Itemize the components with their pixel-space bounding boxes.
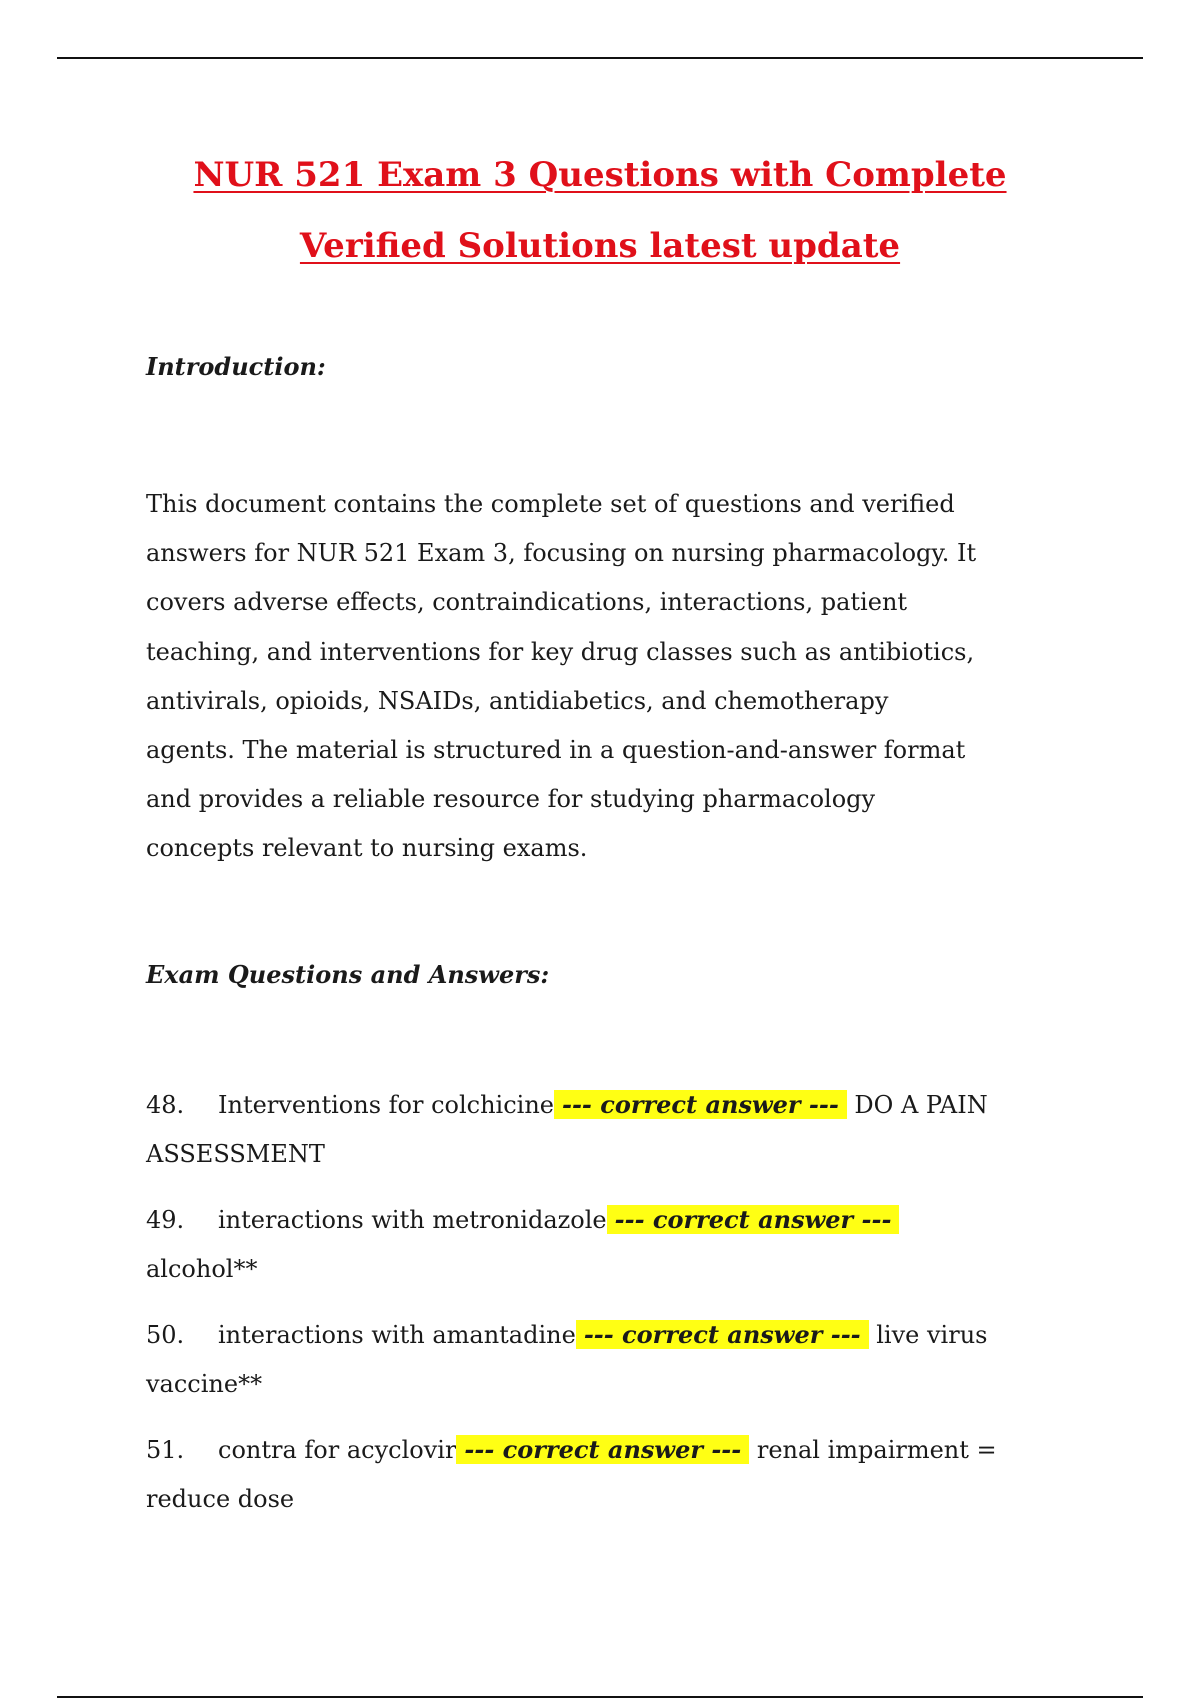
intro-line: and provides a reliable resource for studying pharmacology bbox=[146, 785, 876, 814]
question-item-49 bbox=[146, 1195, 1076, 1294]
question-item-48 bbox=[146, 1080, 1076, 1179]
question-number: 50. bbox=[146, 1321, 185, 1349]
title-line-2: Verified Solutions latest update bbox=[299, 226, 901, 266]
question-item-50 bbox=[146, 1310, 1076, 1409]
introduction-heading: Introduction: bbox=[146, 352, 326, 381]
top-rule bbox=[57, 57, 1143, 59]
intro-line: agents. The material is structured in a question-and-answer format bbox=[146, 736, 966, 765]
question-text: Interventions for colchicine bbox=[218, 1091, 554, 1119]
question-line bbox=[146, 1195, 1076, 1245]
intro-line: answers for NUR 521 Exam 3, focusing on nursing pharmacology. It bbox=[146, 539, 977, 568]
intro-line: teaching, and interventions for key drug classes such as antibiotics, bbox=[146, 637, 975, 666]
correct-answer-marker: --- correct answer --- bbox=[607, 1205, 900, 1234]
question-number: 48. bbox=[146, 1091, 185, 1119]
title-line-1: NUR 521 Exam 3 Questions with Complete bbox=[193, 155, 1007, 195]
answer-continuation: alcohol** bbox=[146, 1255, 258, 1283]
intro-line: antivirals, opioids, NSAIDs, antidiabetics, and chemotherapy bbox=[146, 686, 889, 715]
correct-answer-marker: --- correct answer --- bbox=[576, 1320, 869, 1349]
intro-line: This document contains the complete set of questions and verified bbox=[146, 490, 955, 518]
intro-line: covers adverse effects, contraindications, interactions, patient bbox=[146, 588, 908, 617]
question-line bbox=[146, 1080, 1076, 1130]
answer-continuation: vaccine** bbox=[146, 1370, 263, 1398]
introduction-paragraph bbox=[146, 480, 1076, 874]
answer-text: renal impairment = bbox=[749, 1436, 997, 1464]
intro-line: concepts relevant to nursing exams. bbox=[146, 834, 588, 863]
answer-continuation: ASSESSMENT bbox=[146, 1140, 325, 1168]
question-text: contra for acyclovir bbox=[218, 1436, 457, 1464]
document-title bbox=[100, 140, 1100, 282]
question-number: 49. bbox=[146, 1206, 185, 1234]
question-item-51 bbox=[146, 1425, 1076, 1524]
question-text: interactions with metronidazole bbox=[218, 1206, 607, 1234]
answer-text: DO A PAIN bbox=[846, 1091, 988, 1119]
question-text: interactions with amantadine bbox=[218, 1321, 576, 1349]
answer-text: live virus bbox=[868, 1321, 988, 1349]
question-line bbox=[146, 1310, 1076, 1360]
exam-heading: Exam Questions and Answers: bbox=[146, 960, 550, 989]
correct-answer-marker: --- correct answer --- bbox=[554, 1090, 847, 1119]
question-line bbox=[146, 1425, 1076, 1475]
correct-answer-marker: --- correct answer --- bbox=[456, 1435, 749, 1464]
answer-continuation: reduce dose bbox=[146, 1485, 295, 1513]
question-number: 51. bbox=[146, 1436, 185, 1464]
bottom-rule bbox=[57, 1696, 1143, 1698]
